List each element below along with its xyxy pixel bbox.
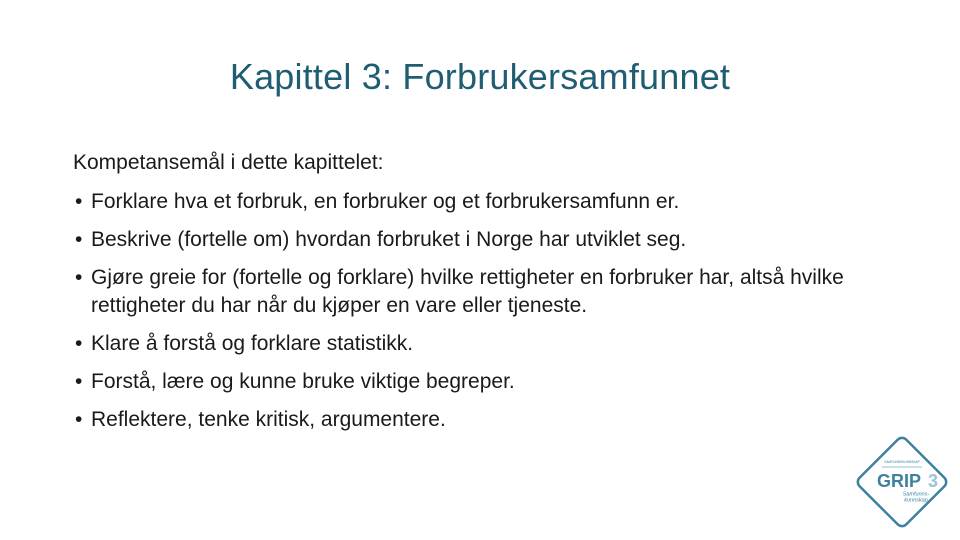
bullet-text: Beskrive (fortelle om) hvordan forbruket i Norge har utviklet seg.: [91, 228, 687, 251]
bullet-dot: •: [75, 408, 83, 431]
bullet-dot: •: [75, 332, 83, 355]
bullet-list: [73, 188, 913, 444]
grip-logo-icon: [852, 432, 952, 532]
intro-text: Kompetansemål i dette kapittelet:: [73, 151, 384, 174]
list-item: [73, 330, 913, 358]
slide-title: Kapittel 3: Forbrukersamfunnet: [229, 56, 731, 97]
logo-subtitle-line2: kunnskap: [904, 497, 928, 504]
bullet-dot: •: [75, 228, 83, 251]
logo-subtitle-line1: Samfunns-: [902, 491, 930, 498]
bullet-text: Forstå, lære og kunne bruke viktige begreper.: [91, 370, 515, 393]
list-item: [73, 188, 913, 216]
logo-name: GRIP: [876, 471, 922, 491]
bullet-text: Reflektere, tenke kritisk, argumentere.: [91, 408, 446, 431]
bullet-dot: •: [75, 190, 83, 213]
logo-top-text: SAMFUNNSKUNNSKAP: [884, 460, 920, 464]
list-item: [73, 406, 913, 434]
list-item: [73, 368, 913, 396]
list-item: [73, 226, 913, 254]
logo-number: 3: [927, 471, 939, 491]
bullet-text: Forklare hva et forbruk, en forbruker og et forbrukersamfunn er.: [91, 190, 680, 213]
bullet-text: Gjøre greie for (fortelle og forklare) hvilke rettigheter en forbruker har, altså hvilke rettigheter du har når du kjøper en vare eller tjeneste.: [91, 266, 844, 317]
bullet-dot: •: [75, 266, 83, 289]
bullet-text: Klare å forstå og forklare statistikk.: [91, 332, 414, 355]
list-item: [73, 264, 913, 320]
bullet-dot: •: [75, 370, 83, 393]
